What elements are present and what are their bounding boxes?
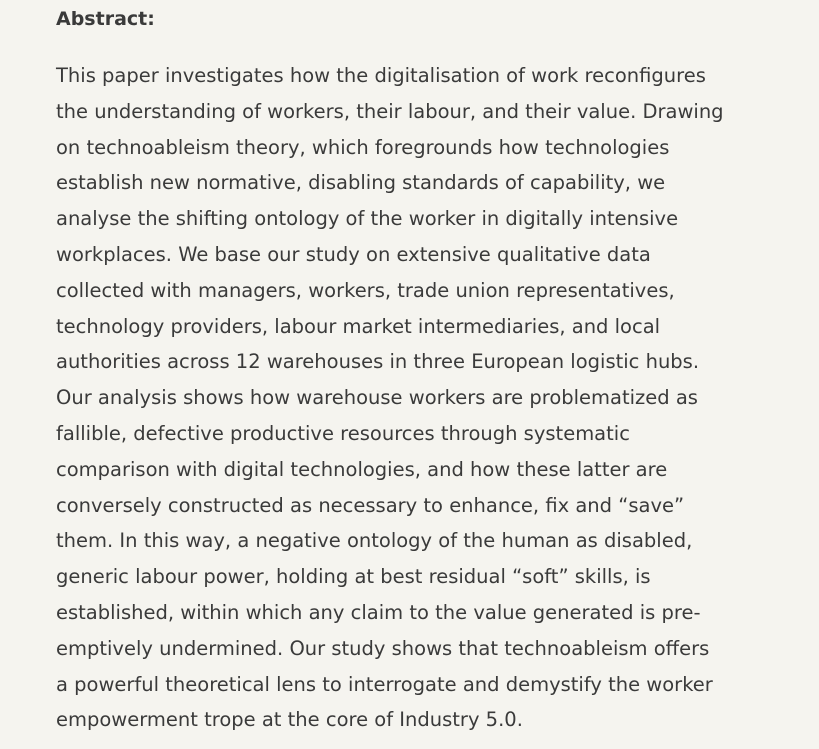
abstract-line: This paper investigates how the digitalisation of work reconfigures (56, 64, 706, 87)
abstract-line: collected with managers, workers, trade union representatives, (56, 278, 675, 302)
abstract-body (56, 58, 776, 738)
abstract-line: Our analysis shows how warehouse workers are problematized as (56, 386, 698, 410)
abstract-heading: Abstract: (56, 8, 155, 30)
abstract-line: analyse the shifting ontology of the worker in digitally intensive (56, 207, 679, 231)
abstract-line: them. In this way, a negative ontology of the human as disabled, (56, 529, 693, 553)
abstract-line: a powerful theoretical lens to interrogate and demystify the worker (56, 672, 713, 696)
abstract-line: technology providers, labour market intermediaries, and local (56, 314, 661, 338)
abstract-line: establish new normative, disabling standards of capability, we (56, 171, 666, 195)
abstract-line: emptively undermined. Our study shows that technoableism offers (56, 636, 710, 660)
abstract-line: comparison with digital technologies, and how these latter are (56, 457, 668, 481)
abstract-line: the understanding of workers, their labour, and their value. Drawing (56, 99, 724, 123)
abstract-line: authorities across 12 warehouses in three European logistic hubs. (56, 350, 700, 374)
abstract-line: on technoableism theory, which foregrounds how technologies (56, 135, 670, 159)
abstract-line: generic labour power, holding at best residual “soft” skills, is (56, 565, 651, 589)
abstract-line: fallible, defective productive resources through systematic (56, 421, 630, 445)
abstract-line: conversely constructed as necessary to enhance, fix and “save” (56, 493, 685, 517)
abstract-line: workplaces. We base our study on extensive qualitative data (56, 242, 651, 266)
abstract-line: empowerment trope at the core of Industry 5.0. (56, 708, 523, 732)
abstract-line: established, within which any claim to the value generated is pre- (56, 600, 701, 624)
